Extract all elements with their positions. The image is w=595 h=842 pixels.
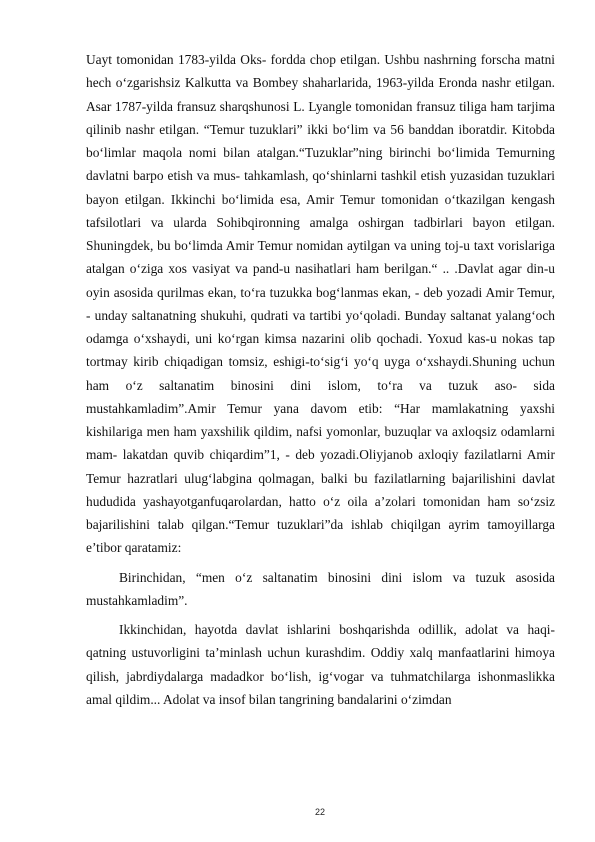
document-body <box>86 48 555 711</box>
body-paragraph-3: Ikkinchidan, hayotda davlat ishlarini boshqarishda odillik, adolat va haqi- qatning ustuvorligini ta’minlash uchun kurashdim. Oddiy xalq manfaatlarini himoya qilish, jabrdiydalarga madadkor bo‘lish, ig‘vogar va tuhmatchilarga ishonmaslikka amal qildim... Adolat va insof bilan tangrining bandalarini o‘zimdan <box>86 622 555 707</box>
page-number: 22 <box>314 807 325 817</box>
body-paragraph-1: Uayt tomonidan 1783-yilda Oks- fordda chop etilgan. Ushbu nashrning forscha matni hech o‘zgarishsiz Kalkutta va Bombey shaharlarida, 1963-yilda Eronda nashr etilgan. Asar 1787-yilda fransuz sharqshunosi L. Lyangle tomonidan fransuz tiliga ham tarjima qilinib nashr etilgan. “Temur tuzuklari” ikki bo‘lim va 56 banddan iboratdir. Kitobda bo‘limlar maqola nomi bilan atalgan.“Tuzuklar”ning birinchi bo‘limida Temurning davlatni barpo etish va mus- tahkamlash, qo‘shinlarni tashkil etish yuzasidan tuzuklari bayon etilgan. Ikkinchi bo‘limida esa, Amir Temur tomonidan o‘tkazilgan kengash tafsilotlari va ularda Sohibqironning amalga oshirgan tadbirlari bayon etilgan. Shuningdek, bu bo‘limda Amir Temur nomidan aytilgan va uning toj-u taxt vorislariga atalgan o‘ziga xos vasiyat va pand-u nasihatlari ham berilgan.“ .. .Davlat agar din-u oyin asosida qurilmas ekan, to‘ra tuzukka bog‘lanmas ekan, - deb yozadi Amir Temur, - unday saltanatning shukuhi, qudrati va tartibi yo‘qoladi. Bunday saltanat yalang‘och odamga o‘xshaydi, uni ko‘rgan kimsa nazarini olib qochadi. Yoxud kas-u nokas tap tortmay kirib chiqadigan tomsiz, eshigi-to‘sig‘i yo‘q uyga o‘xshaydi.Shuning uchun ham o‘z saltanatim binosini dini islom, to‘ra va tuzuk aso- sida mustahkamladim”.Amir Temur yana davom etib: “Har mamlakatning yaxshi kishilariga men ham yaxshilik qildim, nafsi yomonlar, buzuqlar va axloqsiz odamlarni mam- lakatdan quvib chiqardim”1, - deb yozadi.Oliyjanob axloqiy fazilatlarni Amir Temur hazratlari ulug‘labgina qolmagan, balki bu fazilatlarning bajarilishini davlat hududida yashayotganfuqarolardan, hatto o‘z oila a’zolari tomonidan ham so‘zsiz bajarilishini talab qilgan.“Temur tuzuklari”da ishlab chiqilgan ayrim tamoyillarga e’tibor qaratamiz: <box>86 52 555 556</box>
body-paragraph-2: Birinchidan, “men o‘z saltanatim binosini dini islom va tuzuk asosida mustahkamladim”. <box>86 569 555 608</box>
